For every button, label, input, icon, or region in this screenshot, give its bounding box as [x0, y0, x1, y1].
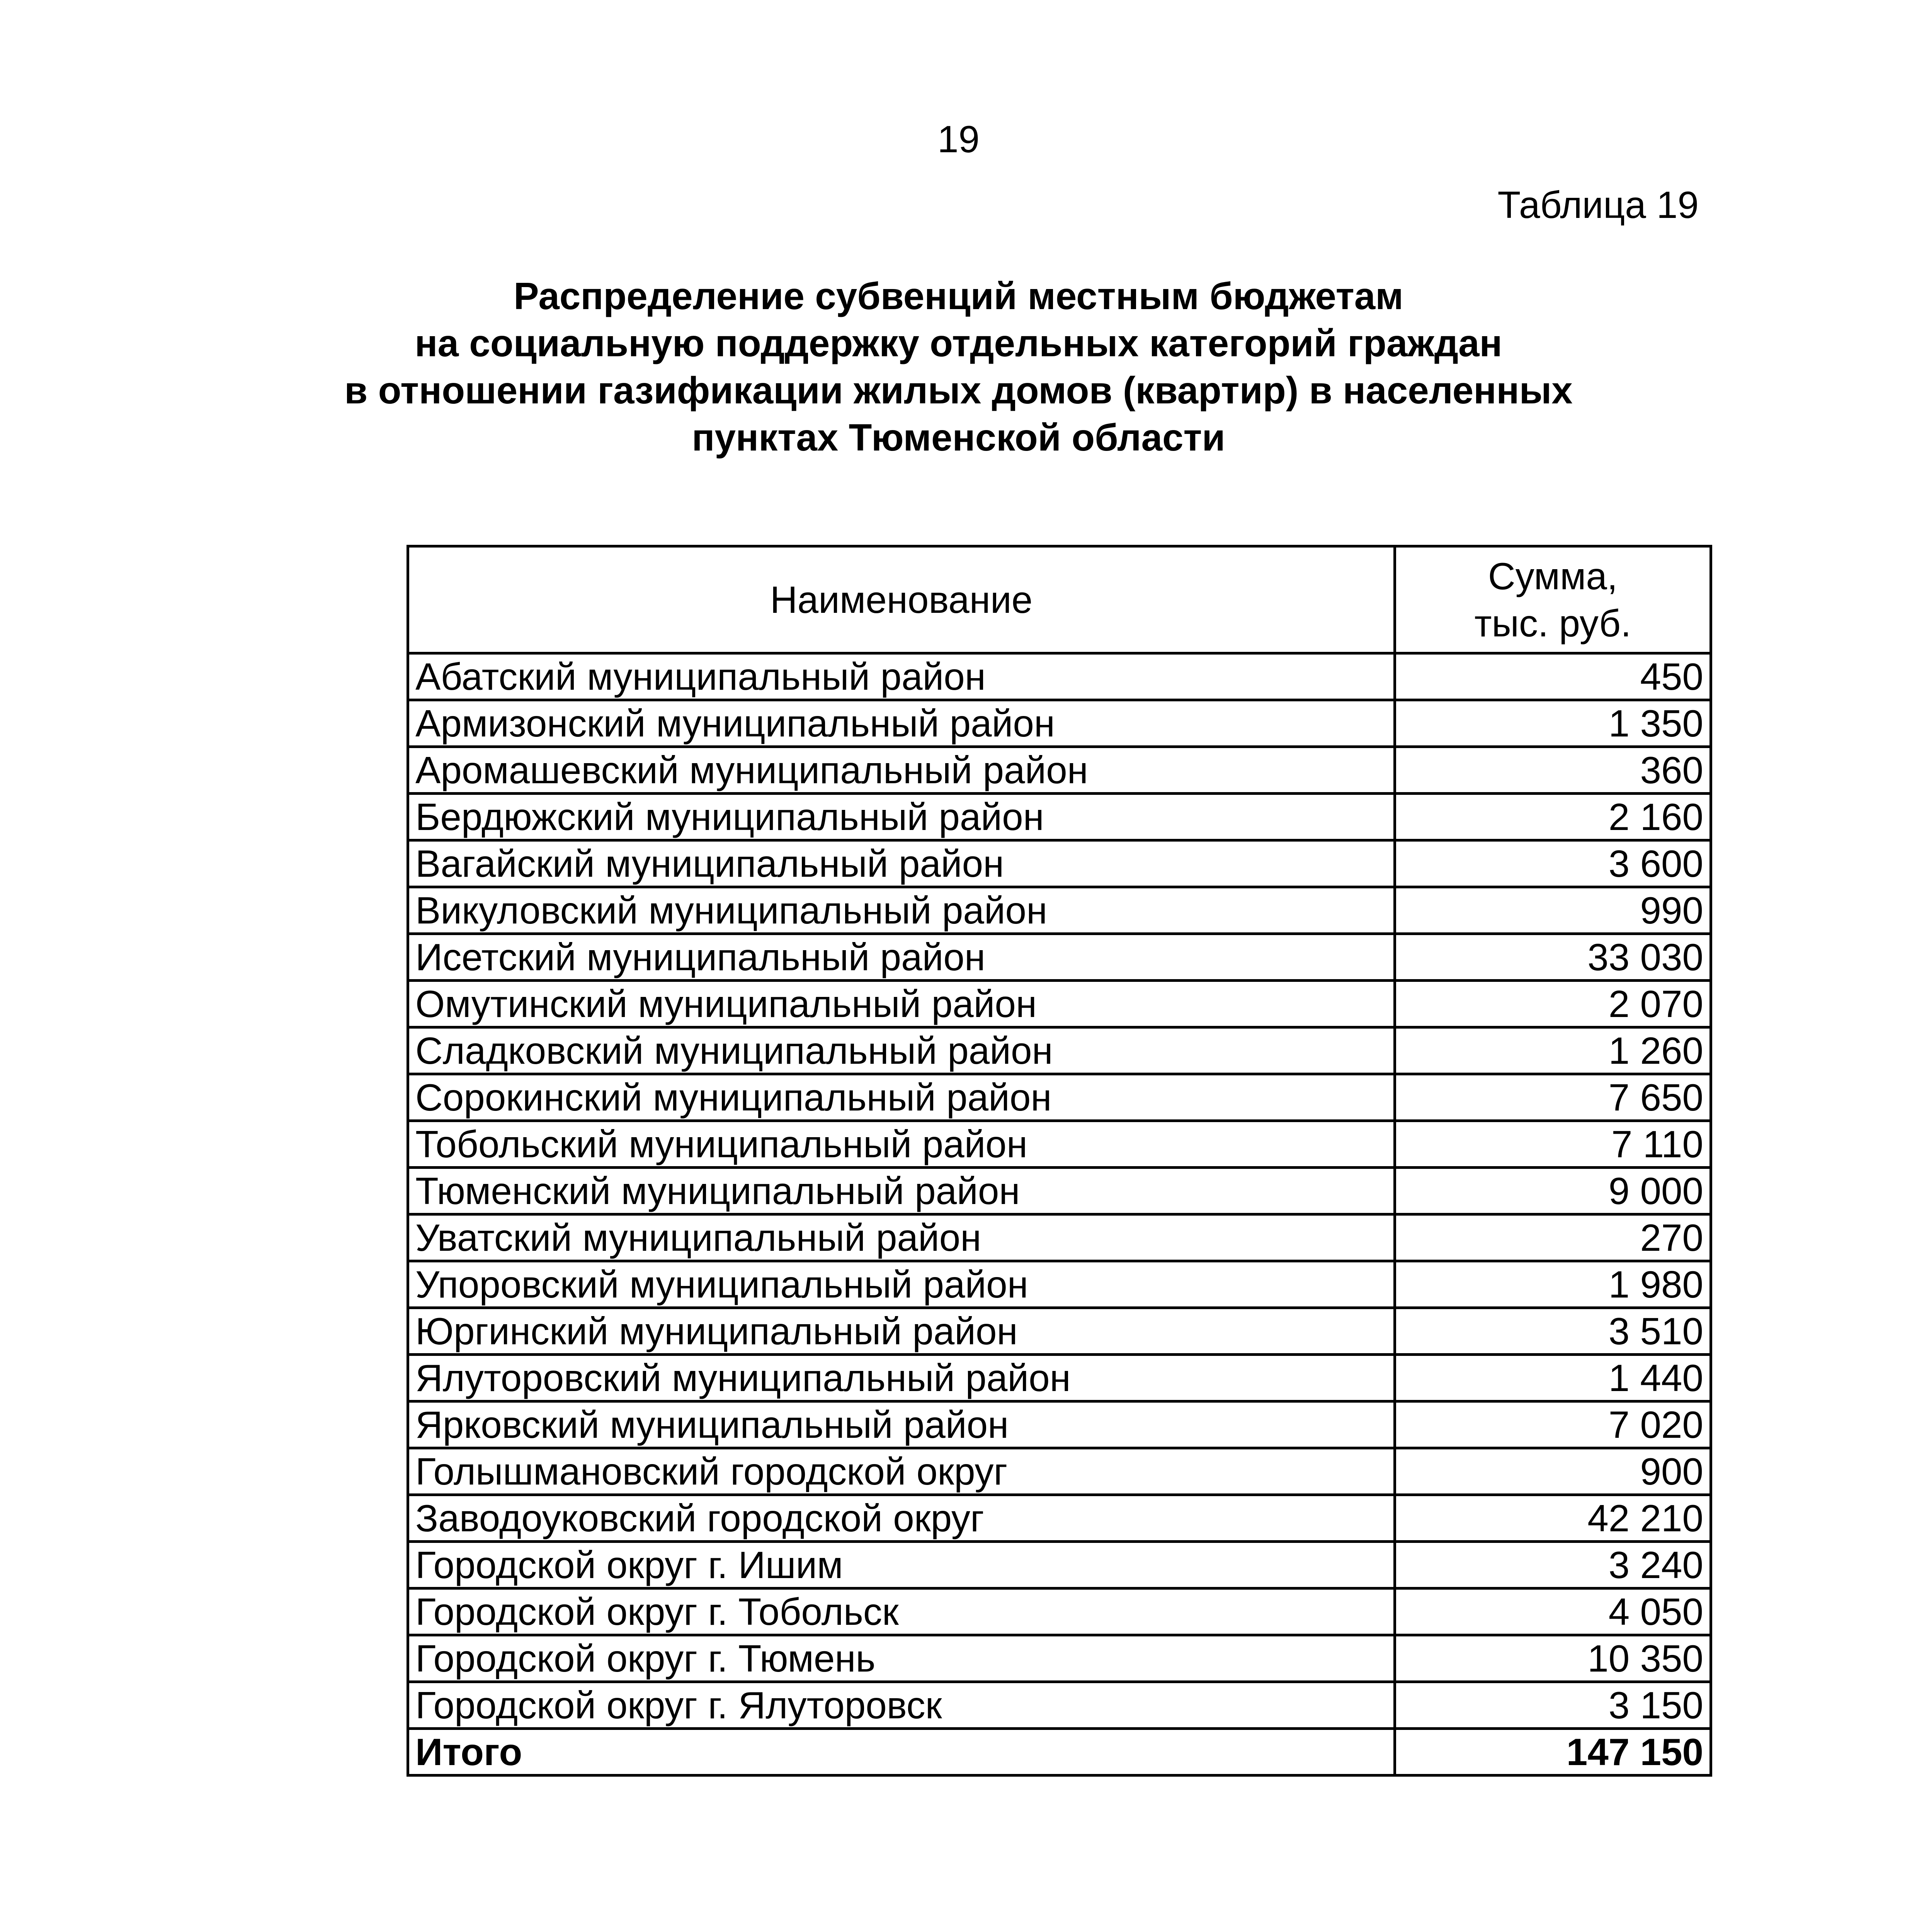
- row-name: Вагайский муниципальный район: [408, 840, 1395, 887]
- table-row: [408, 1448, 1711, 1495]
- title-line: пунктах Тюменской области: [692, 416, 1225, 459]
- table-row: [408, 700, 1711, 747]
- document-title: [0, 272, 1917, 461]
- row-sum: 2 160: [1395, 794, 1711, 840]
- header-name: Наименование: [408, 546, 1395, 653]
- row-name: Армизонский муниципальный район: [408, 700, 1395, 747]
- row-sum: 1 440: [1395, 1355, 1711, 1401]
- row-name: Городской округ г. Тобольск: [408, 1588, 1395, 1635]
- title-line: в отношении газификации жилых домов (квартир) в населенных: [344, 369, 1573, 412]
- table-row: [408, 1588, 1711, 1635]
- row-name: Тобольский муниципальный район: [408, 1121, 1395, 1168]
- table-row: [408, 1214, 1711, 1261]
- row-name: Уватский муниципальный район: [408, 1214, 1395, 1261]
- row-sum: 990: [1395, 887, 1711, 934]
- row-name: Сорокинский муниципальный район: [408, 1074, 1395, 1121]
- row-sum: 2 070: [1395, 981, 1711, 1027]
- row-name: Ялуторовский муниципальный район: [408, 1355, 1395, 1401]
- table-body: [408, 653, 1711, 1776]
- row-sum: 3 150: [1395, 1682, 1711, 1729]
- row-sum: 3 600: [1395, 840, 1711, 887]
- table-row: [408, 747, 1711, 794]
- row-name: Абатский муниципальный район: [408, 653, 1395, 700]
- row-sum: 7 650: [1395, 1074, 1711, 1121]
- row-sum: 900: [1395, 1448, 1711, 1495]
- row-name: Ярковский муниципальный район: [408, 1401, 1395, 1448]
- header-sum-line1: Сумма,: [1488, 555, 1618, 597]
- table-row: [408, 840, 1711, 887]
- table-row: [408, 981, 1711, 1027]
- header-sum: [1395, 546, 1711, 653]
- table-row: [408, 1355, 1711, 1401]
- row-sum: 1 260: [1395, 1027, 1711, 1074]
- total-label: Итого: [408, 1729, 1395, 1776]
- row-sum: 1 980: [1395, 1261, 1711, 1308]
- header-sum-line2: тыс. руб.: [1474, 602, 1631, 645]
- table-row: [408, 887, 1711, 934]
- row-name: Голышмановский городской округ: [408, 1448, 1395, 1495]
- row-sum: 10 350: [1395, 1635, 1711, 1682]
- table-row: [408, 653, 1711, 700]
- row-name: Викуловский муниципальный район: [408, 887, 1395, 934]
- row-sum: 360: [1395, 747, 1711, 794]
- row-name: Сладковский муниципальный район: [408, 1027, 1395, 1074]
- row-name: Упоровский муниципальный район: [408, 1261, 1395, 1308]
- table-row: [408, 1168, 1711, 1214]
- total-sum: 147 150: [1395, 1729, 1711, 1776]
- table-row: [408, 1635, 1711, 1682]
- row-name: Городской округ г. Тюмень: [408, 1635, 1395, 1682]
- total-row: [408, 1729, 1711, 1776]
- row-sum: 1 350: [1395, 700, 1711, 747]
- table-label: Таблица 19: [1497, 184, 1699, 226]
- row-sum: 3 240: [1395, 1542, 1711, 1588]
- row-sum: 7 110: [1395, 1121, 1711, 1168]
- row-sum: 7 020: [1395, 1401, 1711, 1448]
- row-name: Бердюжский муниципальный район: [408, 794, 1395, 840]
- table-row: [408, 934, 1711, 981]
- row-sum: 33 030: [1395, 934, 1711, 981]
- row-sum: 450: [1395, 653, 1711, 700]
- table-row: [408, 1401, 1711, 1448]
- table-row: [408, 1682, 1711, 1729]
- row-name: Городской округ г. Ишим: [408, 1542, 1395, 1588]
- row-name: Городской округ г. Ялуторовск: [408, 1682, 1395, 1729]
- row-name: Юргинский муниципальный район: [408, 1308, 1395, 1355]
- table-row: [408, 1542, 1711, 1588]
- row-sum: 3 510: [1395, 1308, 1711, 1355]
- row-name: Тюменский муниципальный район: [408, 1168, 1395, 1214]
- row-name: Омутинский муниципальный район: [408, 981, 1395, 1027]
- table-row: [408, 1027, 1711, 1074]
- table-row: [408, 1074, 1711, 1121]
- row-sum: 9 000: [1395, 1168, 1711, 1214]
- row-name: Аромашевский муниципальный район: [408, 747, 1395, 794]
- table-row: [408, 794, 1711, 840]
- title-line: Распределение субвенций местным бюджетам: [514, 275, 1403, 317]
- subvention-table: [407, 545, 1712, 1777]
- row-sum: 4 050: [1395, 1588, 1711, 1635]
- page-number: 19: [937, 118, 980, 160]
- row-name: Исетский муниципальный район: [408, 934, 1395, 981]
- table-row: [408, 1121, 1711, 1168]
- title-line: на социальную поддержку отдельных категорий граждан: [415, 322, 1502, 364]
- table-header-row: [408, 546, 1711, 653]
- table-row: [408, 1261, 1711, 1308]
- row-sum: 270: [1395, 1214, 1711, 1261]
- row-sum: 42 210: [1395, 1495, 1711, 1542]
- table-row: [408, 1495, 1711, 1542]
- table-row: [408, 1308, 1711, 1355]
- row-name: Заводоуковский городской округ: [408, 1495, 1395, 1542]
